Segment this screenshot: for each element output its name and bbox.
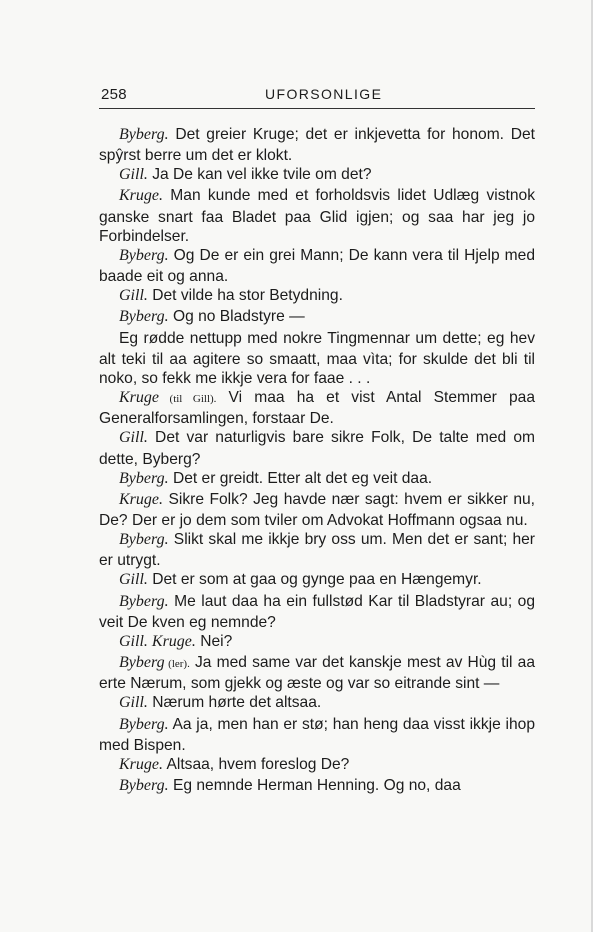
line-text: Eg nemnde Herman Henning. Og no, daa (168, 777, 461, 794)
line-text: Det greier Kruge; det er inkjevetta for honom. Det spŷrst berre um det er klokt. (99, 126, 535, 165)
dialogue-line (99, 246, 535, 286)
dialogue-line (99, 776, 535, 797)
dialogue-text (99, 125, 535, 797)
dialogue-line (99, 388, 535, 428)
line-text: Vi maa ha et vist Antal Stemmer paa Generalforsamlingen, forstaar De. (99, 389, 535, 428)
speaker-name: Gill. (119, 166, 148, 184)
line-text: Ja De kan vel ikke tvile om det? (147, 166, 372, 184)
speaker-name: Byberg. (119, 592, 169, 610)
speaker-name: Gill. (119, 694, 148, 712)
line-text: Aa ja, men han er stø; han heng daa visst ikkje ihop med Bispen. (99, 715, 535, 754)
line-text: Sikre Folk? Jeg havde nær sagt: hvem er sikker nu, De? Der er jo dem som tviler om Advokat Hoffmann ogsaa nu. (99, 490, 535, 529)
speaker-name: Gill. Kruge. (119, 632, 196, 650)
speaker-name: Byberg. (119, 715, 169, 733)
line-text: Eg rødde nettupp med nokre Tingmennar um dette; eg hev alt teki til aa agitere so smaatt, maa vìta; for skulde det bli til noko, so fekk me ikkje vera for faae . . . (99, 329, 535, 387)
dialogue-line (99, 428, 535, 468)
dialogue-line (99, 693, 535, 714)
line-text: Det var naturligvis bare sikre Folk, De talte med om dette, Byberg? (99, 429, 535, 468)
speaker-name: Kruge. (119, 490, 163, 508)
dialogue-line (99, 632, 535, 653)
line-text: Nærum hørte det altsaa. (147, 694, 322, 712)
dialogue-line (99, 307, 535, 328)
speaker-name: Gill. (119, 429, 148, 447)
line-text: Det er som at gaa og gynge paa en Hængemyr. (147, 571, 482, 589)
line-text: Og De er ein grei Mann; De kann vera til Hjelp med baade eit og anna. (99, 246, 535, 286)
dialogue-line (99, 570, 535, 591)
speaker-name: Gill. (119, 571, 148, 589)
dialogue-line (99, 186, 535, 245)
speaker-name: Byberg. (119, 777, 169, 794)
speaker-name: Byberg. (119, 246, 169, 264)
speaker-name: Byberg. (119, 308, 169, 326)
dialogue-line (99, 165, 535, 186)
page-number: 258 (101, 86, 127, 103)
line-text: Og no Bladstyre — (168, 308, 305, 326)
speaker-name: Gill. (119, 287, 148, 305)
dialogue-line (99, 469, 535, 490)
dialogue-line (99, 755, 535, 776)
line-text: Ja med same var det kanskje mest av Hùg til aa erte Nærum, som gjekk og æste og var so eitrande sint — (99, 654, 535, 693)
speaker-name: Kruge. (119, 755, 163, 773)
speaker-name: Byberg. (119, 531, 169, 549)
dialogue-line (99, 286, 535, 307)
line-text: Man kunde med et forholdsvis lidet Udlæg vistnok ganske snart faa Bladet paa Glid igjen; og saa har jeg jo Forbindelser. (99, 187, 535, 245)
dialogue-line (99, 592, 535, 632)
dialogue-line (99, 715, 535, 755)
dialogue-line (99, 653, 535, 693)
running-head: UFORSONLIGE (265, 86, 383, 102)
dialogue-line (99, 530, 535, 570)
speaker-name: Kruge (119, 389, 159, 407)
speaker-name: Byberg (119, 654, 165, 672)
dialogue-line (99, 329, 535, 388)
speaker-name: Byberg. (119, 126, 169, 143)
speaker-name: Byberg. (119, 469, 169, 487)
dialogue-line (99, 490, 535, 530)
line-text: Det vilde ha stor Betydning. (147, 287, 343, 305)
line-text: Nei? (195, 632, 233, 650)
line-text: Det er greidt. Etter alt det eg veit daa. (168, 469, 433, 487)
line-text: Altsaa, hvem foreslog De? (163, 755, 350, 773)
line-text: Slikt skal me ikkje bry oss um. Men det er sant; her er utrygt. (99, 531, 535, 570)
page-header (99, 86, 535, 109)
dialogue-line (99, 125, 535, 165)
line-text: Me laut daa ha ein fullstød Kar til Bladstyrar au; og veit De kven eg nemnde? (99, 592, 535, 631)
speaker-name: Kruge. (119, 187, 163, 205)
stage-direction: (ler). (164, 658, 190, 671)
stage-direction: (til Gill). (159, 393, 217, 406)
